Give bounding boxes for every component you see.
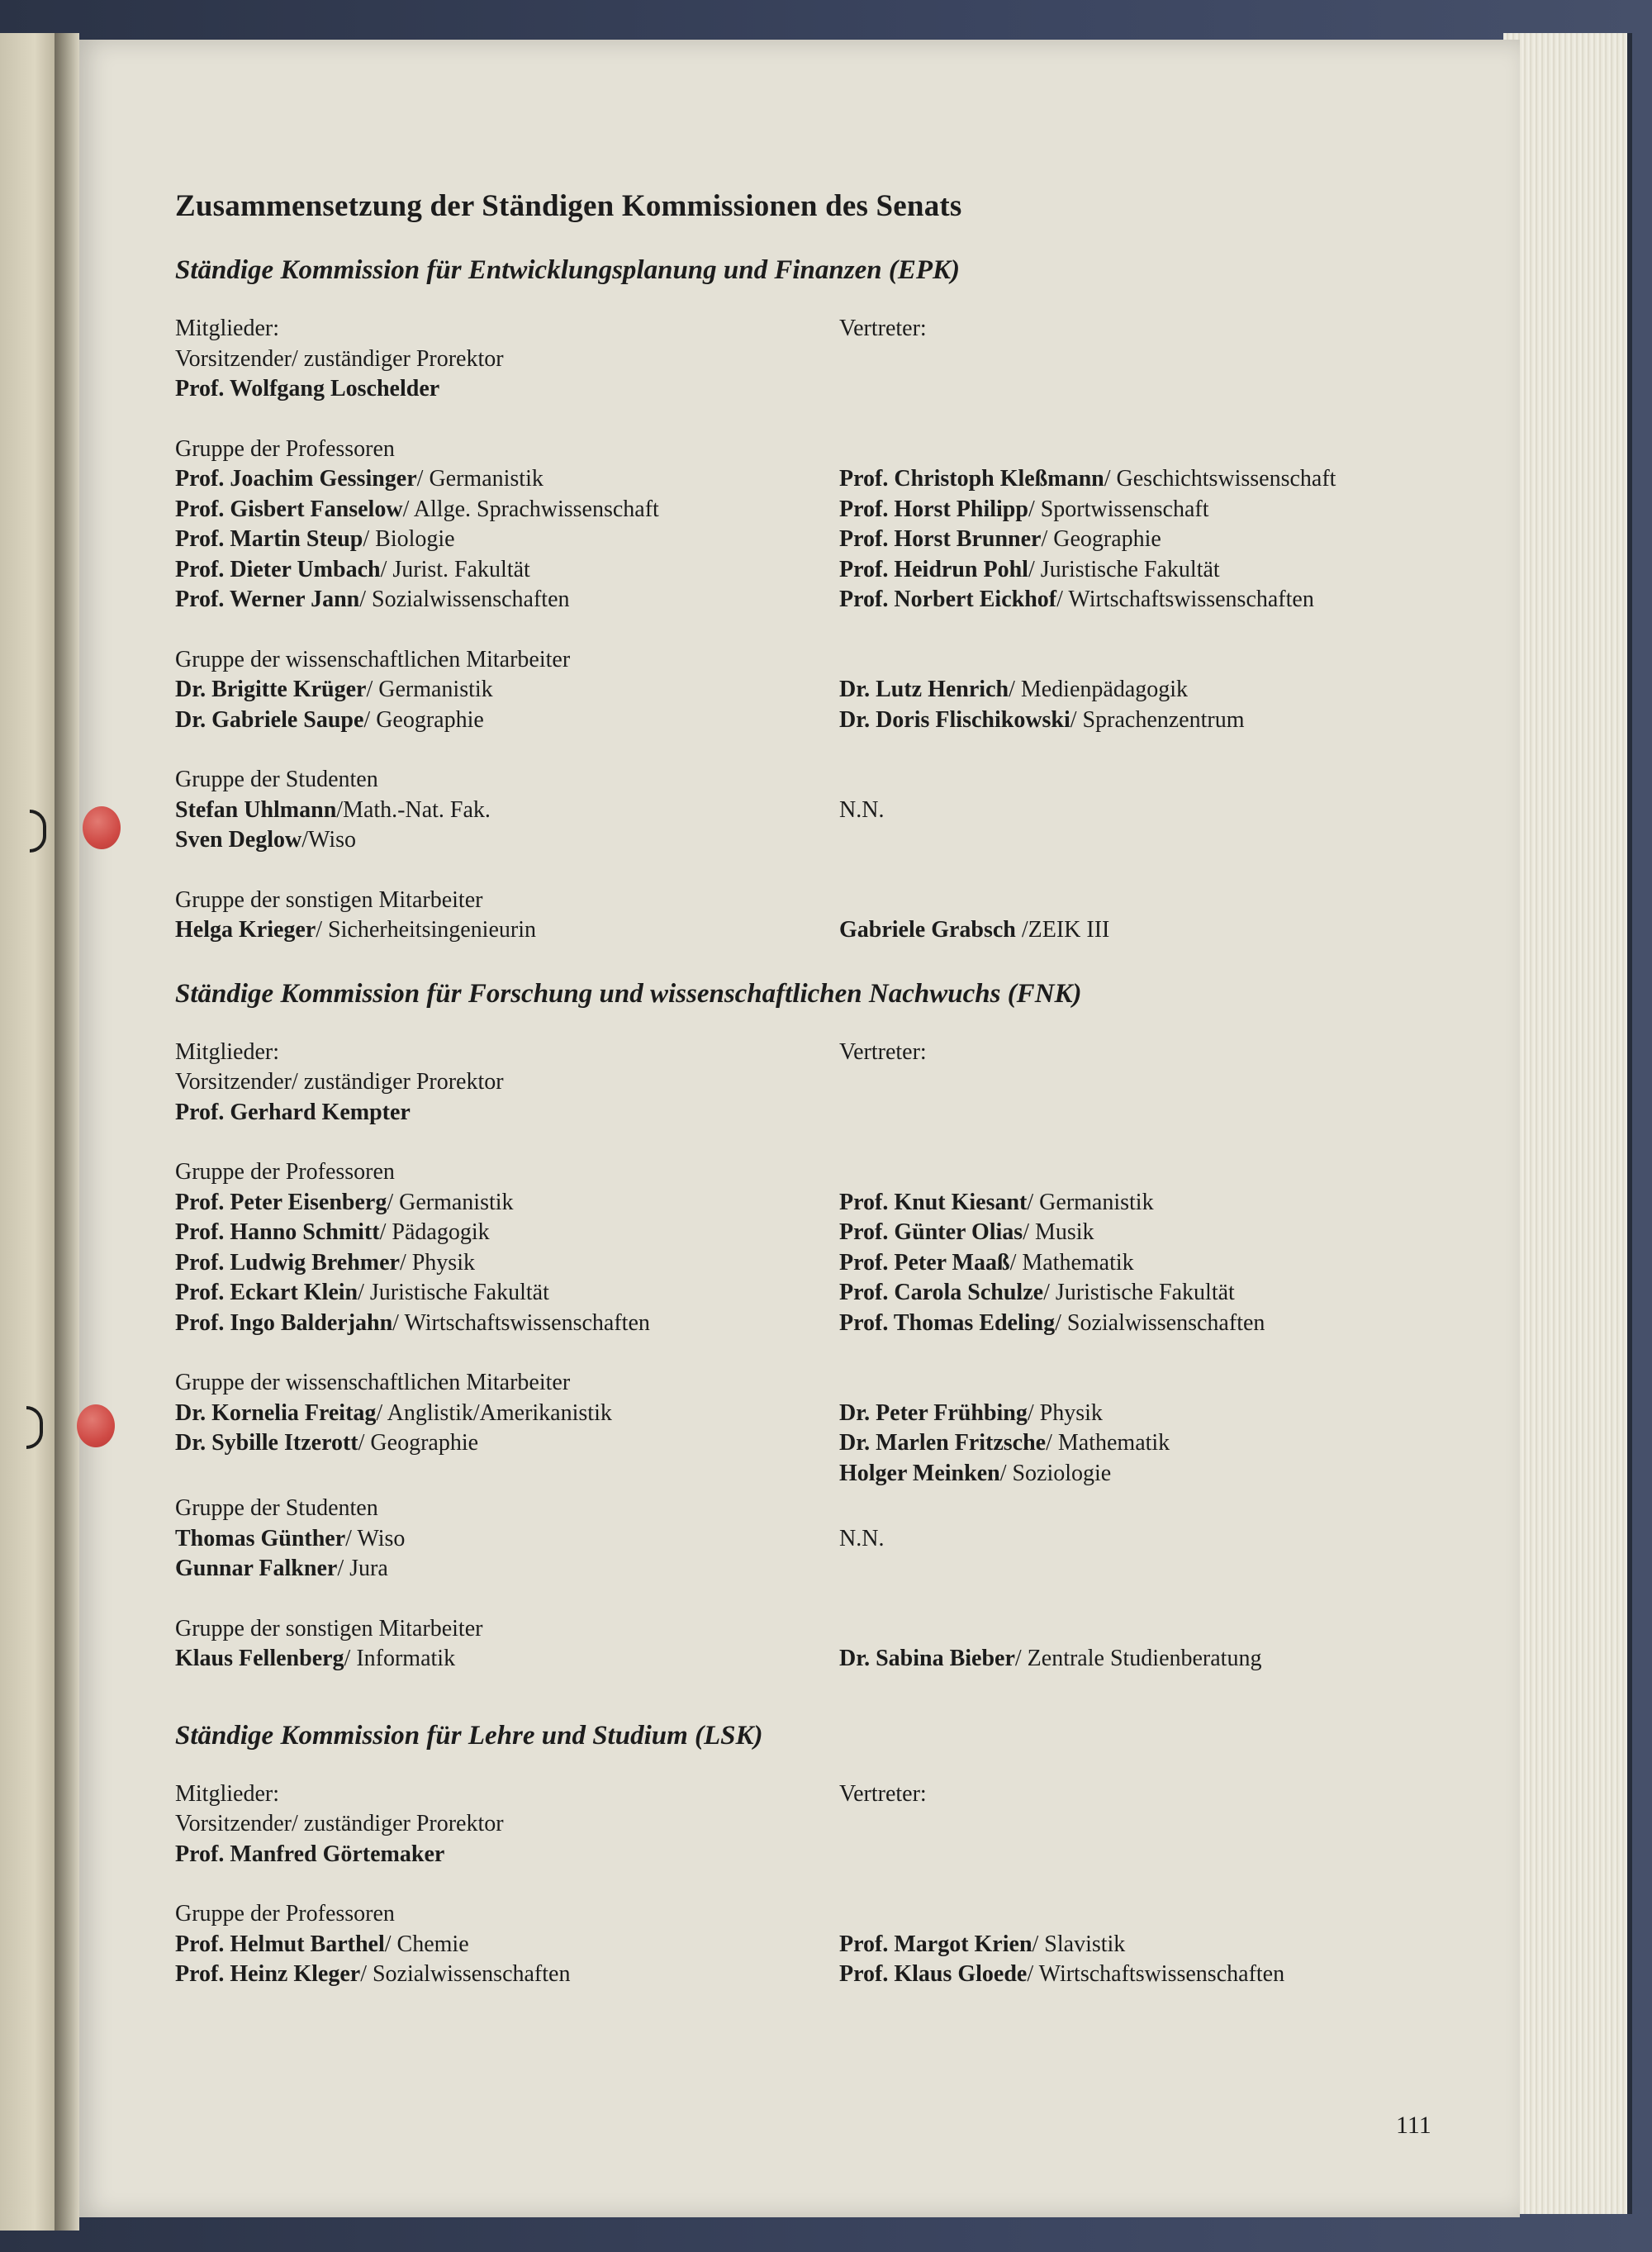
member-entry: Helga Krieger/ Sicherheitsingenieurin [175,917,536,943]
member-entry: Dr. Kornelia Freitag/ Anglistik/Amerikanistik [175,1399,612,1426]
deputy-entry: Dr. Doris Flischikowski/ Sprachenzentrum [839,706,1245,733]
page-number: 111 [1396,2112,1431,2139]
group-label: Gruppe der sonstigen Mitarbeiter [175,1615,483,1641]
punch-hole-marker [77,1404,115,1447]
deputy-entry: Gabriele Grabsch /ZEIK III [839,917,1110,943]
deputies-label: Vertreter: [839,316,927,341]
member-entry: Dr. Gabriele Saupe/ Geographie [175,706,484,733]
member-entry: Prof. Dieter Umbach/ Jurist. Fakultät [175,556,530,582]
document-content [175,188,1464,1990]
deputy-entry: Dr. Lutz Henrich/ Medienpädagogik [839,677,1189,702]
deputy-entry: Prof. Horst Brunner/ Geographie [839,526,1161,552]
deputy-entry: Prof. Thomas Edeling/ Sozialwissenschaften [839,1309,1265,1336]
page-edges [1503,33,1632,2214]
members-label: Mitglieder: [175,1038,279,1065]
deputy-entry: N.N. [839,1525,885,1551]
member-entry: Prof. Ingo Balderjahn/ Wirtschaftswissenschaften [175,1309,650,1336]
group-label: Gruppe der Professoren [175,1159,395,1185]
member-entry: Prof. Gisbert Fanselow/ Allge. Sprachwissenschaft [175,496,659,522]
chair-label: Vorsitzender/ zuständiger Prorektor [175,345,504,372]
member-entry: Prof. Martin Steup/ Biologie [175,526,455,552]
group-label: Gruppe der wissenschaftlichen Mitarbeiter [175,1370,571,1395]
member-entry: Gunnar Falkner/ Jura [175,1556,388,1581]
member-entry: Dr. Brigitte Krüger/ Germanistik [175,677,493,702]
member-entry: Prof. Heinz Kleger/ Sozialwissenschaften [175,1961,571,1987]
chair-name: Prof. Wolfgang Loschelder [175,376,440,401]
members-label: Mitglieder: [175,1780,279,1807]
member-entry: Dr. Sybille Itzerott/ Geographie [175,1430,479,1456]
deputy-entry: Dr. Peter Frühbing/ Physik [839,1399,1103,1426]
commission-title-lsk: Ständige Kommission für Lehre und Studium (LSK) [175,1720,763,1751]
deputy-entry: Prof. Knut Kiesant/ Germanistik [839,1189,1154,1215]
chair-name: Prof. Gerhard Kempter [175,1099,411,1125]
member-entry: Prof. Hanno Schmitt/ Pädagogik [175,1219,490,1245]
member-entry: Prof. Werner Jann/ Sozialwissenschaften [175,587,570,612]
chair-name: Prof. Manfred Görtemaker [175,1841,445,1867]
deputy-entry: Prof. Norbert Eickhof/ Wirtschaftswissenschaften [839,587,1314,612]
deputies-label: Vertreter: [839,1780,927,1807]
member-entry: Prof. Joachim Gessinger/ Germanistik [175,466,544,492]
commission-title-fnk: Ständige Kommission für Forschung und wissenschaftlichen Nachwuchs (FNK) [175,978,1082,1009]
commission-title-epk: Ständige Kommission für Entwicklungsplanung und Finanzen (EPK) [175,255,960,285]
deputies-label: Vertreter: [839,1038,927,1065]
group-label: Gruppe der Professoren [175,1901,395,1927]
member-entry: Sven Deglow/Wiso [175,827,356,853]
chair-label: Vorsitzender/ zuständiger Prorektor [175,1069,504,1095]
group-label: Gruppe der Studenten [175,767,378,792]
member-entry: Thomas Günther/ Wiso [175,1525,406,1551]
deputy-entry: Prof. Heidrun Pohl/ Juristische Fakultät [839,556,1220,582]
group-label: Gruppe der Studenten [175,1495,378,1521]
member-entry: Prof. Peter Eisenberg/ Germanistik [175,1189,514,1215]
deputy-entry: Holger Meinken/ Soziologie [839,1460,1112,1486]
deputy-entry: Prof. Günter Olias/ Musik [839,1219,1094,1245]
deputy-entry: Prof. Peter Maaß/ Mathematik [839,1249,1134,1276]
deputy-entry: Dr. Sabina Bieber/ Zentrale Studienberatung [839,1646,1262,1671]
group-label: Gruppe der Professoren [175,435,395,462]
member-entry: Prof. Helmut Barthel/ Chemie [175,1931,469,1957]
deputy-entry: Prof. Klaus Gloede/ Wirtschaftswissenschaften [839,1961,1285,1987]
punch-hole-marker [83,806,121,849]
left-page-edge [0,33,58,2231]
page-title: Zusammensetzung der Ständigen Kommissionen des Senats [175,189,962,223]
member-entry: Prof. Eckart Klein/ Juristische Fakultät [175,1280,549,1305]
member-entry: Stefan Uhlmann/Math.-Nat. Fak. [175,796,491,823]
group-label: Gruppe der sonstigen Mitarbeiter [175,886,483,913]
deputy-entry: Prof. Carola Schulze/ Juristische Fakultät [839,1280,1235,1305]
deputy-entry: Dr. Marlen Fritzsche/ Mathematik [839,1430,1170,1456]
group-label: Gruppe der wissenschaftlichen Mitarbeiter [175,646,571,672]
member-entry: Prof. Ludwig Brehmer/ Physik [175,1249,475,1276]
chair-label: Vorsitzender/ zuständiger Prorektor [175,1811,504,1836]
deputy-entry: N.N. [839,796,885,823]
member-entry: Klaus Fellenberg/ Informatik [175,1646,456,1671]
deputy-entry: Prof. Christoph Kleßmann/ Geschichtswissenschaft [839,466,1336,492]
members-label: Mitglieder: [175,316,279,341]
deputy-entry: Prof. Margot Krien/ Slavistik [839,1931,1126,1957]
deputy-entry: Prof. Horst Philipp/ Sportwissenschaft [839,496,1209,522]
book-gutter [55,33,79,2231]
